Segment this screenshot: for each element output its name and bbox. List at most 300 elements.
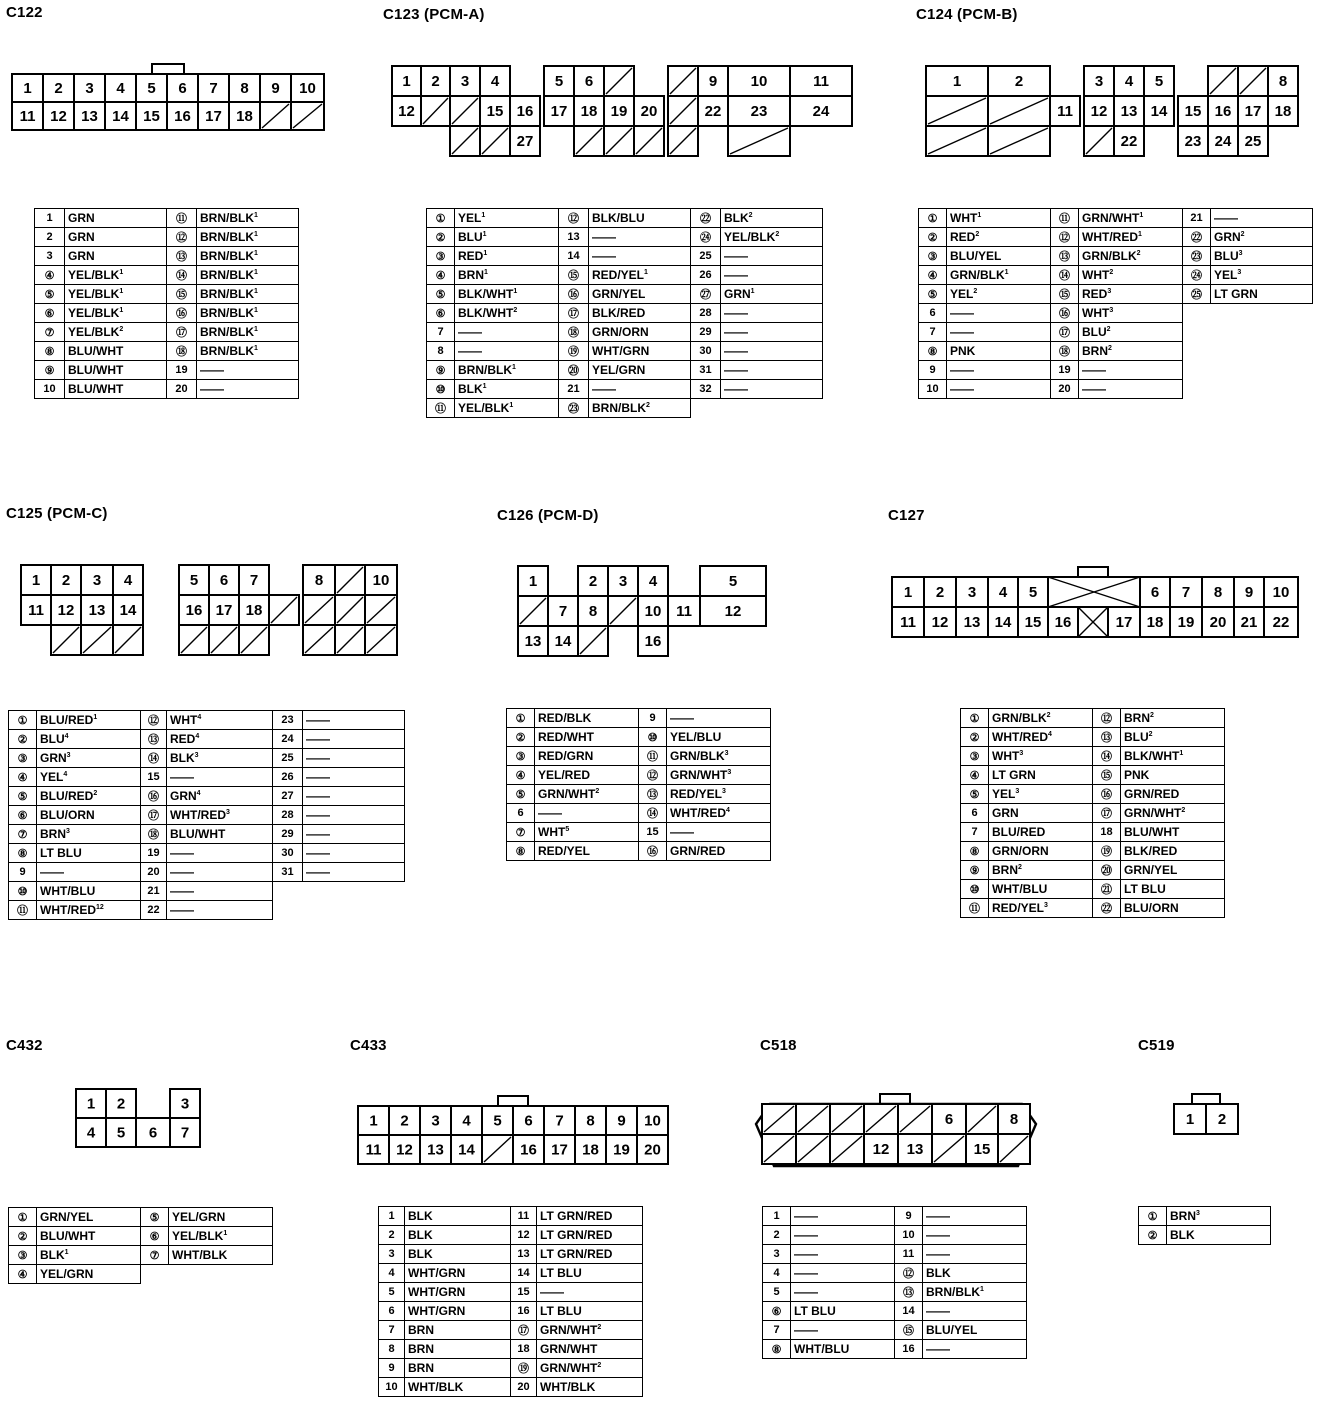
pin-number: ③: [9, 749, 37, 768]
table-row: [507, 785, 771, 804]
cavity-1: [12, 74, 43, 102]
pin-number: ⑭: [1051, 266, 1079, 285]
wire-color: [947, 247, 1051, 266]
cavity-7: [1170, 577, 1202, 607]
pin-number: ②: [427, 228, 455, 247]
wire-color: [65, 209, 167, 228]
svg-text:5: 5: [1028, 584, 1038, 601]
wire-color-text: GRN: [170, 789, 197, 803]
svg-text:6: 6: [1150, 584, 1160, 601]
svg-text:15: 15: [1024, 614, 1042, 631]
wire-color: [303, 825, 405, 844]
svg-text:14: 14: [1150, 103, 1168, 120]
pin-number: ⑱: [167, 342, 197, 361]
footnote-marker: 1: [1004, 269, 1009, 276]
pin-number: ⑭: [167, 266, 197, 285]
svg-text:16: 16: [174, 108, 191, 125]
wire-color-text: RED/YEL: [670, 787, 723, 801]
svg-text:4: 4: [462, 1112, 471, 1130]
footnote-marker: 1: [513, 288, 518, 295]
svg-text:7: 7: [209, 80, 218, 97]
footnote-marker: 1: [119, 269, 124, 276]
pin-number: ⑫: [1093, 709, 1121, 728]
wire-color: [791, 1207, 895, 1226]
svg-text:2: 2: [116, 1095, 126, 1113]
svg-text:8: 8: [240, 80, 249, 97]
pin-number: ①: [919, 209, 947, 228]
svg-text:6: 6: [219, 572, 229, 589]
cavity-12: [864, 1134, 898, 1164]
cavity-5: [179, 565, 209, 595]
empty-cell: [721, 399, 823, 418]
pin-number: 30: [273, 844, 303, 863]
svg-text:19: 19: [613, 1141, 630, 1159]
table-row: [35, 323, 299, 342]
table-row: [919, 323, 1313, 342]
pin-number: ⑪: [9, 901, 37, 920]
latch-tab: [1078, 567, 1108, 577]
table-row: [379, 1340, 643, 1359]
wire-color-text: BLU/RED: [40, 789, 94, 803]
svg-text:12: 12: [396, 1141, 413, 1159]
wire-color: [989, 842, 1093, 861]
wire-color: [1121, 709, 1225, 728]
cavity-11: [358, 1135, 389, 1164]
empty-cavity: [269, 595, 299, 625]
pin-number: 18: [1093, 823, 1121, 842]
wire-color: [537, 1321, 643, 1340]
cavity-16: [513, 1135, 544, 1164]
empty-cavity: [450, 96, 480, 126]
table-row: [919, 209, 1313, 228]
cavity-13: [518, 626, 548, 656]
pin-number: 30: [691, 342, 721, 361]
wire-color-text: RED: [170, 732, 196, 746]
pin-number: 26: [273, 768, 303, 787]
svg-text:9: 9: [1244, 584, 1254, 601]
svg-text:15: 15: [1184, 103, 1202, 120]
footnote-marker: 2: [1150, 712, 1154, 719]
table-row: [9, 768, 405, 787]
pin-number: 1: [763, 1207, 791, 1226]
svg-text:7: 7: [249, 572, 259, 589]
cavity-2: [421, 66, 450, 96]
pin-number: ⑱: [1051, 342, 1079, 361]
wire-color: [197, 342, 299, 361]
cavity-7: [548, 596, 578, 626]
wire-color: [989, 747, 1093, 766]
wire-color: [589, 323, 691, 342]
table-row: [507, 842, 771, 861]
cavity-20: [634, 96, 664, 126]
svg-text:18: 18: [580, 103, 598, 120]
pin-number: ②: [9, 730, 37, 749]
cavity-20: [1202, 607, 1234, 637]
pin-number: ④: [427, 266, 455, 285]
cavity-13: [1114, 96, 1144, 126]
pin-number: 9: [639, 709, 667, 728]
svg-text:1: 1: [31, 572, 41, 589]
pin-number: ㉔: [1183, 266, 1211, 285]
pin-number: 3: [35, 247, 65, 266]
empty-cell: [1183, 342, 1211, 361]
cavity-1: [358, 1106, 389, 1135]
svg-text:13: 13: [427, 1141, 444, 1159]
pin-number: ⑮: [167, 285, 197, 304]
wire-color-text: BRN/BLK: [200, 230, 254, 244]
cavity-1: [392, 66, 421, 96]
table-row: [763, 1207, 1027, 1226]
wire-color: [167, 749, 273, 768]
svg-text:15: 15: [973, 1141, 991, 1158]
empty-cavity: [239, 625, 269, 655]
wire-color: [303, 787, 405, 806]
wire-color-text: YEL/BLK: [68, 268, 120, 282]
cavity-10: [637, 1106, 668, 1135]
wire-color: [37, 863, 141, 882]
wire-color: [947, 342, 1051, 361]
table-row: [507, 804, 771, 823]
wire-color: [989, 766, 1093, 785]
svg-text:3: 3: [967, 584, 977, 601]
empty-cell: [1183, 380, 1211, 399]
wire-color-text: ——: [794, 1247, 818, 1261]
pin-number: 9: [919, 361, 947, 380]
wire-color: [721, 361, 823, 380]
wire-color-text: GRN/YEL: [40, 1210, 94, 1224]
wire-color-text: GRN: [68, 211, 95, 225]
wire-color: [537, 1302, 643, 1321]
pin-number: ⑧: [35, 342, 65, 361]
wire-color: [65, 323, 167, 342]
svg-text:17: 17: [215, 602, 233, 619]
connector-title-c518: C518: [760, 1037, 797, 1054]
table-row: [427, 361, 823, 380]
wire-color: [667, 728, 771, 747]
latch-tab: [1192, 1094, 1220, 1104]
wire-color: [303, 749, 405, 768]
pin-number: ⑲: [559, 342, 589, 361]
pin-number: 20: [167, 380, 197, 399]
empty-cell: [273, 901, 303, 920]
svg-text:4: 4: [116, 80, 125, 97]
wire-color-text: YEL: [1214, 268, 1238, 282]
empty-cavity: [1208, 66, 1238, 96]
wire-color: [791, 1226, 895, 1245]
pin-number: ⑯: [1051, 304, 1079, 323]
pin-number: ①: [427, 209, 455, 228]
wire-color-text: ——: [170, 846, 194, 860]
svg-text:14: 14: [458, 1141, 475, 1159]
empty-cell: [1183, 361, 1211, 380]
footnote-marker: 2: [1108, 345, 1112, 352]
cavity-17: [1238, 96, 1268, 126]
wire-color-text: ——: [170, 770, 194, 784]
wire-color: [37, 1208, 141, 1227]
footnote-marker: 1: [93, 714, 98, 721]
footnote-marker: 2: [93, 790, 98, 797]
wire-color-text: RED/GRN: [538, 749, 594, 763]
empty-cavity: [762, 1134, 796, 1164]
wire-color-text: GRN: [724, 287, 751, 301]
table-row: [427, 247, 823, 266]
table-row: [9, 901, 405, 920]
table-row: [427, 399, 823, 418]
wire-color-text: YEL/BLK: [68, 325, 120, 339]
table-row: [427, 285, 823, 304]
wire-color: [1079, 247, 1183, 266]
pin-number: ⑪: [427, 399, 455, 418]
svg-text:18: 18: [1146, 614, 1164, 631]
table-row: [35, 361, 299, 380]
wire-color: [923, 1245, 1027, 1264]
wire-color: [1121, 728, 1225, 747]
footnote-marker: 3: [1109, 307, 1114, 314]
pin-number: 23: [273, 711, 303, 730]
wire-color-text: ——: [926, 1342, 950, 1356]
svg-text:4: 4: [1124, 73, 1134, 90]
wire-color-text: BRN/BLK: [458, 363, 512, 377]
cavity-4: [105, 74, 136, 102]
wire-color-text: YEL/RED: [538, 768, 591, 782]
svg-text:18: 18: [236, 108, 253, 125]
connector-title-c433: C433: [350, 1037, 387, 1054]
pin-number: ⑪: [639, 747, 667, 766]
wire-color-text: WHT/BLK: [540, 1380, 596, 1394]
cavity-6: [209, 565, 239, 595]
wire-color-text: ——: [458, 325, 482, 339]
cavity-16: [1048, 607, 1078, 637]
cavity-16: [1208, 96, 1238, 126]
footnote-marker: 2: [1148, 731, 1153, 738]
wire-color-text: ——: [1082, 382, 1106, 396]
pin-number: ⑧: [961, 842, 989, 861]
empty-cavity: [966, 1104, 998, 1134]
wire-color-text: GRN/BLK: [1082, 249, 1137, 263]
cavity-15: [966, 1134, 998, 1164]
wire-color: [947, 266, 1051, 285]
table-row: [763, 1302, 1027, 1321]
wire-color: [167, 711, 273, 730]
pin-number: 19: [167, 361, 197, 380]
wire-color-text: BRN: [40, 827, 66, 841]
svg-text:13: 13: [81, 108, 98, 125]
footnote-marker: 4: [63, 771, 68, 778]
wire-color-text: WHT/BLK: [408, 1380, 464, 1394]
wire-color: [65, 266, 167, 285]
wire-color-text: ——: [306, 865, 330, 879]
wire-color-text: RED: [1082, 287, 1108, 301]
wire-color-text: BLU: [1124, 730, 1149, 744]
wire-color: [1211, 285, 1313, 304]
table-row: [961, 785, 1225, 804]
wire-color-text: BLK: [40, 1248, 65, 1262]
wire-color: [667, 823, 771, 842]
cavity-7: [198, 74, 229, 102]
pin-number: 3: [763, 1245, 791, 1264]
cavity-23: [1178, 126, 1208, 156]
svg-text:16: 16: [516, 103, 534, 120]
table-row: [9, 1208, 273, 1227]
pin-number: 15: [141, 768, 167, 787]
wire-color: [989, 785, 1093, 804]
wire-color: [1167, 1226, 1271, 1245]
pin-number: ⑯: [167, 304, 197, 323]
wire-color: [989, 899, 1093, 918]
wire-color-text: ——: [306, 770, 330, 784]
table-row: [427, 342, 823, 361]
pin-number: ④: [35, 266, 65, 285]
cavity-10: [365, 565, 397, 595]
wire-color-text: BLK: [408, 1209, 433, 1223]
wire-color-text: ——: [794, 1228, 818, 1242]
cavity-22: [1264, 607, 1298, 637]
wire-color: [1121, 899, 1225, 918]
wire-color: [303, 806, 405, 825]
footnote-marker: 2: [1106, 326, 1111, 333]
svg-text:18: 18: [245, 602, 263, 619]
svg-text:24: 24: [812, 103, 830, 120]
cavity-9: [1234, 577, 1264, 607]
cavity-1: [518, 566, 548, 596]
wire-color-text: BLK/WHT: [1124, 749, 1180, 763]
connector-face-c519: [1172, 1092, 1240, 1136]
empty-cavity: [796, 1104, 830, 1134]
cavity-16: [179, 595, 209, 625]
wire-color: [923, 1302, 1027, 1321]
cavity-8: [1268, 66, 1298, 96]
pin-number: ⑩: [427, 380, 455, 399]
wire-color: [455, 228, 559, 247]
cavity-18: [1140, 607, 1170, 637]
wire-color-text: ——: [724, 363, 748, 377]
wire-color: [721, 323, 823, 342]
wire-color: [947, 209, 1051, 228]
wire-color-text: ——: [950, 325, 974, 339]
wire-color-text: GRN/BLK: [670, 749, 725, 763]
empty-cavity: [303, 625, 335, 655]
wire-color-text: BLU: [458, 230, 483, 244]
footnote-marker: 1: [254, 326, 258, 333]
pin-number: ㉑: [1093, 880, 1121, 899]
wire-color: [535, 766, 639, 785]
wire-color: [923, 1264, 1027, 1283]
pin-number: ⑱: [141, 825, 167, 844]
footnote-marker: 4: [195, 733, 200, 740]
wire-color-text: WHT/GRN: [408, 1285, 466, 1299]
wire-color: [589, 399, 691, 418]
pin-number: 27: [273, 787, 303, 806]
wire-color-text: LT GRN: [1214, 287, 1258, 301]
wire-color-text: BLU: [40, 732, 65, 746]
svg-text:5: 5: [116, 1124, 126, 1142]
cavity-4: [638, 566, 668, 596]
wire-color: [405, 1302, 511, 1321]
cavity-2: [106, 1089, 136, 1118]
pin-number: 5: [763, 1283, 791, 1302]
wire-color-text: YEL: [992, 787, 1016, 801]
wire-color: [667, 709, 771, 728]
wire-color: [455, 380, 559, 399]
wire-color: [589, 380, 691, 399]
svg-text:10: 10: [299, 80, 316, 97]
svg-text:2: 2: [54, 80, 63, 97]
wire-color-text: YEL/GRN: [40, 1267, 94, 1281]
wire-color: [37, 901, 141, 920]
cavity-10: [1264, 577, 1298, 607]
wire-color: [1211, 266, 1313, 285]
wire-color: [535, 823, 639, 842]
wire-color-text: BLU: [1214, 249, 1239, 263]
empty-cavity: [51, 625, 81, 655]
wire-color: [1079, 228, 1183, 247]
wire-color: [37, 1246, 141, 1265]
footnote-marker: 3: [1019, 750, 1024, 757]
pin-number: ⑳: [1093, 861, 1121, 880]
wire-color-text: LT GRN/RED: [540, 1247, 613, 1261]
pin-number: ⑥: [763, 1302, 791, 1321]
pin-number: ④: [9, 1265, 37, 1284]
pin-number: ⑬: [895, 1283, 923, 1302]
wire-color-text: BLK/WHT: [458, 306, 514, 320]
footnote-marker: 3: [66, 828, 70, 835]
table-row: [1139, 1207, 1271, 1226]
wire-color-text: YEL/BLK: [458, 401, 510, 415]
svg-text:12: 12: [50, 108, 67, 125]
empty-cell: [1211, 342, 1313, 361]
pin-number: 16: [895, 1340, 923, 1359]
wire-color: [1079, 266, 1183, 285]
empty-cavity: [335, 625, 365, 655]
cavity-17: [1108, 607, 1140, 637]
pin-number: 29: [273, 825, 303, 844]
wire-color-text: WHT/BLU: [992, 882, 1048, 896]
empty-cavity: [796, 1134, 830, 1164]
wire-color: [947, 380, 1051, 399]
footnote-marker: 2: [1181, 807, 1186, 814]
svg-text:3: 3: [460, 73, 470, 90]
table-row: [379, 1283, 643, 1302]
footnote-marker: 1: [1138, 231, 1142, 238]
footnote-marker: 3: [1237, 269, 1242, 276]
wire-color: [1121, 880, 1225, 899]
wire-color-text: WHT: [1082, 268, 1110, 282]
pin-number: 19: [141, 844, 167, 863]
empty-cell: [303, 901, 405, 920]
svg-text:4: 4: [123, 572, 133, 589]
cavity-5: [106, 1118, 136, 1147]
svg-text:23: 23: [750, 103, 768, 120]
wire-color-text: BLU/YEL: [950, 249, 1002, 263]
wire-color: [455, 285, 559, 304]
wire-color: [303, 711, 405, 730]
table-row: [9, 806, 405, 825]
pin-number: ⑫: [167, 228, 197, 247]
cavity-21: [1234, 607, 1264, 637]
svg-text:15: 15: [143, 108, 160, 125]
svg-text:19: 19: [610, 103, 628, 120]
pin-number: ⑰: [141, 806, 167, 825]
pin-number: ㉒: [1183, 228, 1211, 247]
wire-color: [37, 825, 141, 844]
cavity-14: [1144, 96, 1174, 126]
svg-text:12: 12: [724, 603, 742, 620]
footnote-marker: 2: [646, 402, 650, 409]
footnote-marker: 3: [727, 769, 732, 776]
wire-color-text: GRN/YEL: [1124, 863, 1178, 877]
wire-color-text: BLK: [408, 1228, 433, 1242]
cavity-5: [136, 74, 167, 102]
